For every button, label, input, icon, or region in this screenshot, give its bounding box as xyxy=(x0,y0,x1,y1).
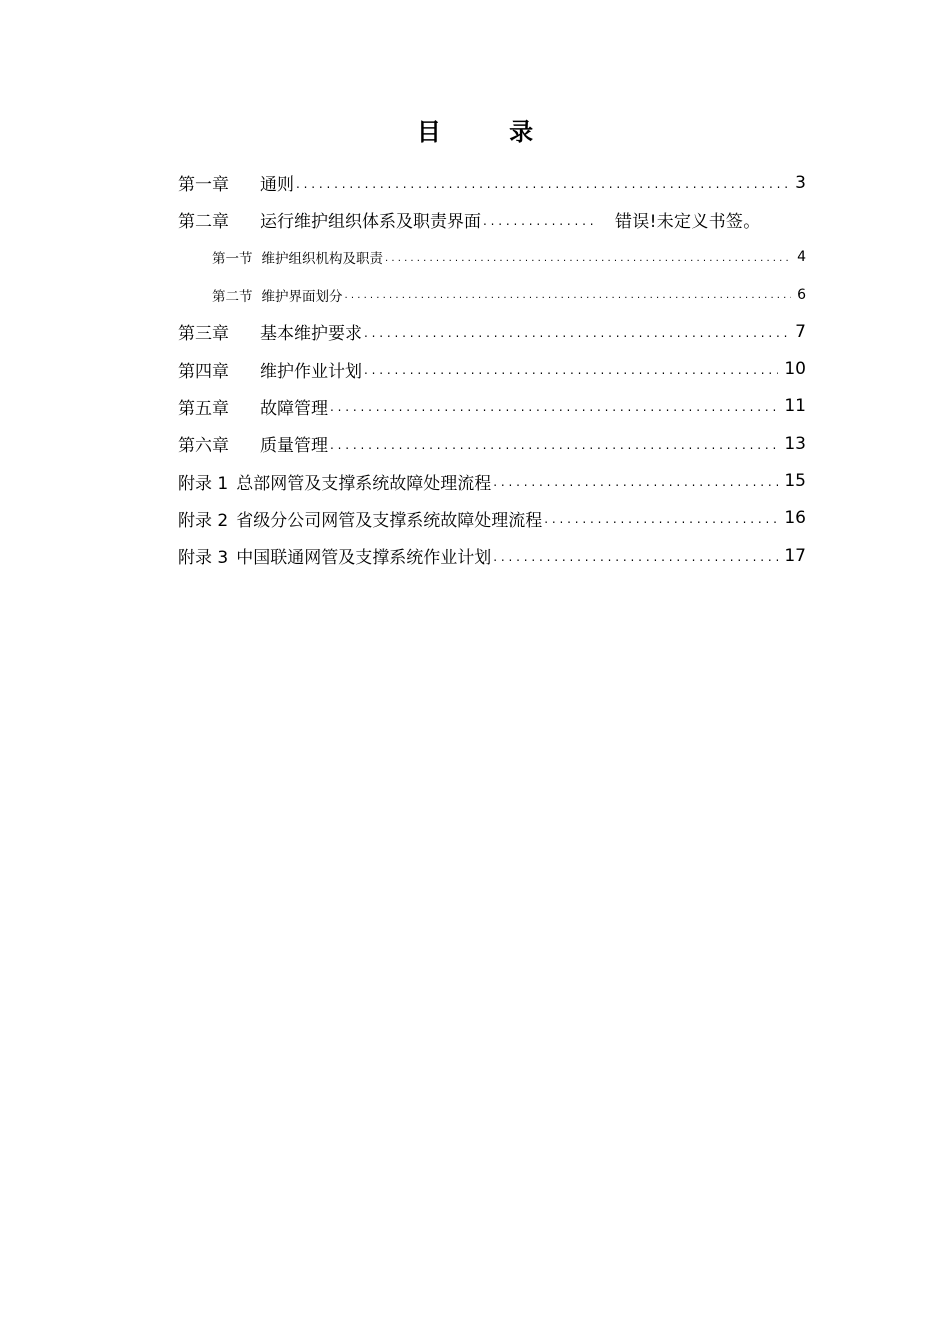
toc-entry-number: 第三章 xyxy=(178,324,229,345)
dot-leader xyxy=(330,400,778,414)
dot-leader xyxy=(364,326,789,340)
toc-entry-title: 维护组织机构及职责 xyxy=(261,251,383,268)
toc-entry-page: 7 xyxy=(795,321,806,342)
dot-leader xyxy=(493,475,778,489)
toc-entry-title: 总部网管及支撑系统故障处理流程 xyxy=(236,473,492,494)
toc-entry-number: 附录 2 xyxy=(178,510,229,531)
toc-entry-page: 4 xyxy=(797,249,806,266)
dot-leader xyxy=(364,363,778,377)
toc-entry-page: 10 xyxy=(784,359,806,380)
dot-leader xyxy=(345,290,792,301)
toc-entry-number: 第六章 xyxy=(178,436,229,457)
dot-leader xyxy=(493,550,778,564)
toc-entry-sub[interactable] xyxy=(178,276,806,313)
toc-entry[interactable] xyxy=(178,313,806,350)
toc-entry[interactable] xyxy=(178,201,806,238)
toc-entry-page: 17 xyxy=(784,545,806,566)
toc-entry-title: 基本维护要求 xyxy=(260,324,362,345)
toc-entry-page: 3 xyxy=(795,172,806,193)
toc-entry-title: 质量管理 xyxy=(260,436,328,457)
toc-entry-number: 第一章 xyxy=(178,175,229,196)
toc-entry[interactable] xyxy=(178,388,806,425)
toc-entry-page: 13 xyxy=(784,433,806,454)
toc-entry-number: 附录 3 xyxy=(178,548,229,569)
dot-leader xyxy=(330,438,778,452)
toc-entry-page: 11 xyxy=(784,396,806,417)
toc-entry[interactable] xyxy=(178,425,806,462)
dot-leader xyxy=(483,214,597,228)
toc-entry-title: 中国联通网管及支撑系统作业计划 xyxy=(236,548,492,569)
toc-entry-appendix[interactable] xyxy=(178,537,806,574)
toc-entry-appendix[interactable] xyxy=(178,500,806,537)
toc-entry-title: 省级分公司网管及支撑系统故障处理流程 xyxy=(236,510,543,531)
toc-entry[interactable] xyxy=(178,350,806,387)
toc-entry-number: 第二章 xyxy=(178,212,229,233)
toc-entry-sub[interactable] xyxy=(178,239,806,276)
toc-entry-number: 第五章 xyxy=(178,398,229,419)
dot-leader xyxy=(385,253,791,264)
toc-entry-number: 第一节 xyxy=(212,251,253,268)
toc-entry-appendix[interactable] xyxy=(178,462,806,499)
toc-entry-title: 运行维护组织体系及职责界面 xyxy=(260,212,481,233)
toc-entry-title: 故障管理 xyxy=(260,398,328,419)
dot-leader xyxy=(296,177,789,191)
toc-title: 目 录 xyxy=(416,118,564,146)
toc-entry-title: 维护界面划分 xyxy=(261,288,343,305)
toc-entry-page: 错误!未定义书签。 xyxy=(615,212,761,233)
toc-entry-page: 6 xyxy=(797,286,806,303)
toc-list xyxy=(178,164,806,574)
toc-entry[interactable] xyxy=(178,164,806,201)
toc-entry-number: 第四章 xyxy=(178,361,229,382)
toc-entry-page: 16 xyxy=(784,508,806,529)
toc-entry-title: 维护作业计划 xyxy=(260,361,362,382)
toc-entry-number: 附录 1 xyxy=(178,473,229,494)
dot-leader xyxy=(544,512,778,526)
toc-entry-title: 通则 xyxy=(260,175,294,196)
toc-entry-page: 15 xyxy=(784,471,806,492)
toc-entry-number: 第二节 xyxy=(212,288,253,305)
